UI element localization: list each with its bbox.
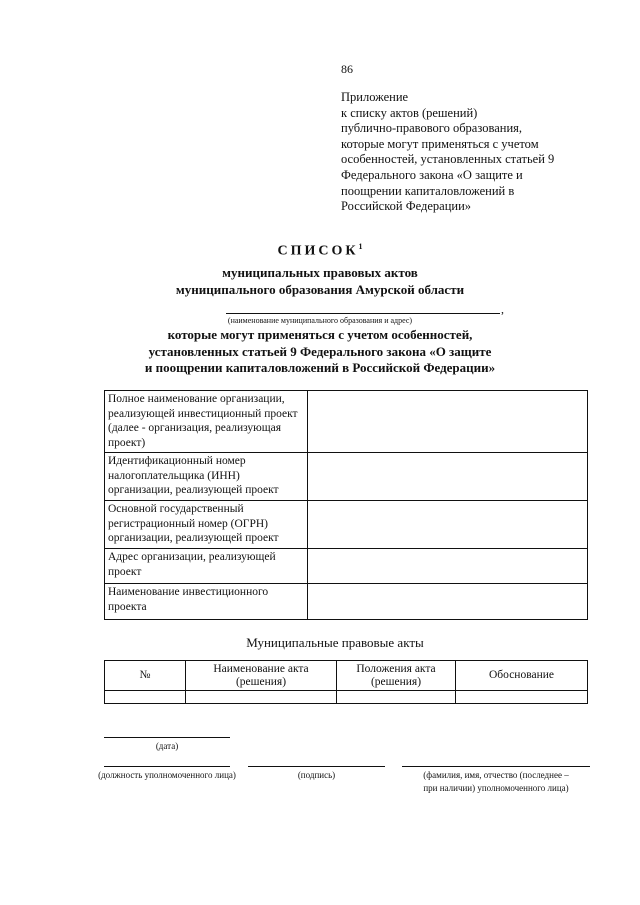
table-row xyxy=(105,584,588,620)
date-caption: (дата) xyxy=(155,741,179,751)
appendix-line: Приложение xyxy=(341,90,409,104)
table-row xyxy=(105,391,588,453)
organization-info-table xyxy=(104,390,588,620)
cell-justification[interactable] xyxy=(456,691,588,704)
title-text: СПИСОК xyxy=(277,243,359,259)
appendix-line: Российской Федерации» xyxy=(341,199,472,214)
subtitle xyxy=(0,265,640,298)
table-row xyxy=(105,549,588,584)
row-label: Идентификационный номер налогоплательщика (ИНН) организации, реализующей проект xyxy=(105,453,308,501)
applicability-line: установленных статьей 9 Федерального закона «О защите xyxy=(148,343,492,359)
subtitle-line: муниципальных правовых актов xyxy=(222,265,418,280)
appendix-line: Федерального закона «О защите и xyxy=(341,167,523,182)
name-line xyxy=(402,766,590,767)
name-caption: (фамилия, имя, отчество (последнее – при наличии) уполномоченного лица) xyxy=(423,770,569,793)
appendix-line: поощрении капиталовложений в xyxy=(341,183,515,198)
date-line xyxy=(104,737,230,738)
footnote-mark: 1 xyxy=(358,242,363,251)
applicability-text xyxy=(0,327,640,377)
table-row xyxy=(105,453,588,501)
document-title xyxy=(0,242,640,260)
table-row xyxy=(105,501,588,549)
row-label: Основной государственный регистрационный номер (ОГРН) организации, реализующей проект xyxy=(105,501,308,549)
applicability-line: которые могут применяться с учетом особенностей, xyxy=(167,327,473,342)
row-value-cell[interactable] xyxy=(308,453,588,501)
appendix-line: которые могут применяться с учетом xyxy=(341,136,539,151)
subtitle-line: муниципального образования Амурской области xyxy=(175,281,465,297)
signature-line xyxy=(248,766,385,767)
column-header-number: № xyxy=(105,661,186,691)
applicability-line: и поощрении капиталовложений в Российской Федерации» xyxy=(144,360,496,375)
legal-acts-table xyxy=(104,660,588,704)
column-header-act-name: Наименование акта (решения) xyxy=(186,661,337,691)
appendix-line: особенностей, установленных статьей 9 xyxy=(341,152,555,167)
page-number: 86 xyxy=(341,62,353,76)
row-label: Полное наименование организации, реализующей инвестиционный проект (далее - организация, реализующая проект) xyxy=(105,391,308,453)
position-line xyxy=(104,766,230,767)
row-label: Наименование инвестиционного проекта xyxy=(105,584,308,620)
column-header-justification: Обоснование xyxy=(456,661,588,691)
row-value-cell[interactable] xyxy=(308,549,588,584)
row-value-cell[interactable] xyxy=(308,391,588,453)
municipality-fill-line xyxy=(226,313,500,314)
acts-heading: Муниципальные правовые акты xyxy=(246,635,424,650)
table-row xyxy=(105,691,588,704)
table-header-row xyxy=(105,661,588,691)
appendix-note xyxy=(341,90,571,215)
position-caption: (должность уполномоченного лица) xyxy=(98,770,236,780)
column-header-act-provisions: Положения акта (решения) xyxy=(337,661,456,691)
municipality-fill-caption: (наименование муниципального образования и адрес) xyxy=(227,316,413,325)
appendix-line: к списку актов (решений) xyxy=(341,105,478,120)
cell-act-provisions[interactable] xyxy=(337,691,456,704)
cell-act-name[interactable] xyxy=(186,691,337,704)
cell-number[interactable] xyxy=(105,691,186,704)
row-label: Адрес организации, реализующей проект xyxy=(105,549,308,584)
appendix-line: публично-правового образования, xyxy=(341,121,523,136)
signature-caption: (подпись) xyxy=(297,770,336,780)
row-value-cell[interactable] xyxy=(308,501,588,549)
fill-comma: , xyxy=(501,302,504,316)
row-value-cell[interactable] xyxy=(308,584,588,620)
